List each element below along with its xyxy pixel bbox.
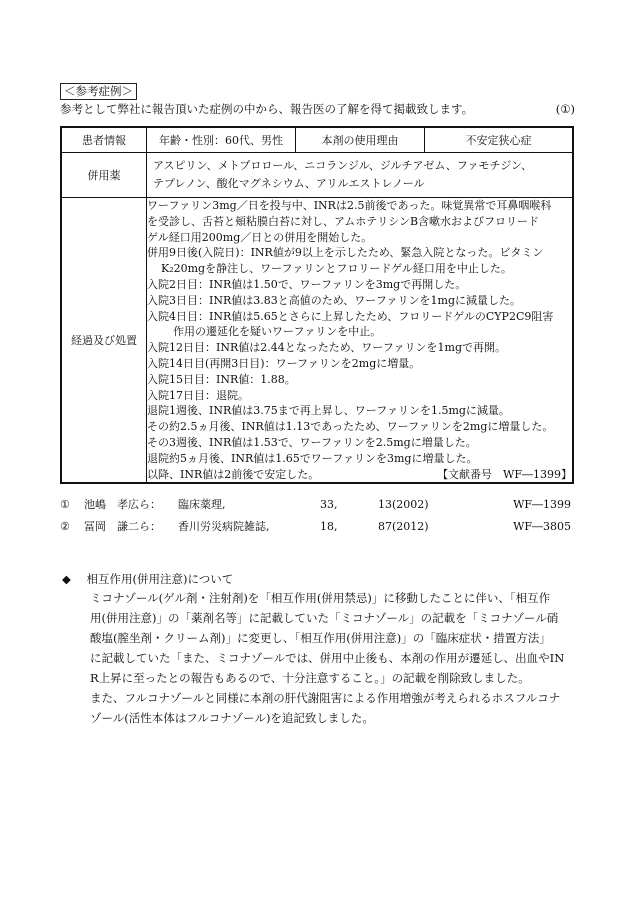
course-line: 退院1週後、INR値は3.75まで再上昇し、ワーファリンを1.5mgに減量。 [147, 404, 510, 418]
age-sex: 年齢・性別：60代、男性 [147, 127, 296, 153]
course-line: ゲル経口用200mg／日との併用を開始した。 [147, 230, 373, 244]
course-line: 以降、INR値は2前後で安定した。 [147, 467, 320, 481]
reference-issue: 87(2012) [378, 520, 429, 533]
course-line: 入院15日目：INR値：1.88。 [147, 372, 296, 386]
reference-journal: 香川労災病院雑誌, [178, 520, 270, 533]
reference-code: WF―3805 [513, 520, 571, 533]
course-row [61, 198, 573, 484]
course-line: ワーファリン3mg／日を投与中、INRは2.5前後であった。味覚異常で耳鼻咽喉科 [147, 199, 552, 212]
concomitant-drugs [147, 153, 574, 198]
concomitant-row [61, 153, 573, 198]
interaction-line: 用(併用注意)」の「薬剤名等」に記載していた「ミコナゾール」の記載を「ミコナゾール硝 [90, 611, 559, 625]
interaction-heading [62, 571, 233, 588]
course-line: 入院12日目：INR値は2.44となったため、ワーファリンを1mgで再開。 [147, 341, 507, 355]
course-line: 退院約5ヵ月後、INR値は1.65でワーファリンを3mgに増量した。 [147, 451, 478, 465]
intro-mark: (①) [555, 102, 575, 116]
course-line: その3週後、INR値は1.53で、ワーファリンを2.5mgに増量した。 [147, 435, 477, 449]
interaction-line: ミコナゾール(ゲル剤・注射剤)を「相互作用(併用禁忌)」に移動したことに伴い、「相互作 [90, 591, 551, 605]
course-label: 経過及び処置 [61, 198, 147, 484]
course-line: K₂20mgを静注し、ワーファリンとフロリードゲル経口用を中止した。 [161, 262, 512, 276]
reference-volume: 33, [320, 498, 338, 511]
case-table [60, 126, 574, 484]
patient-row [61, 127, 573, 153]
course-line: 併用9日後(入院日)：INR値が9以上を示したため、緊急入院となった。ビタミン [147, 246, 544, 260]
interaction-line: また、フルコナゾールと同様に本剤の肝代謝阻害による作用増強が考えられるホスフルコナ [90, 691, 561, 705]
concomitant-line: アスピリン、メトプロロール、ニコランジル、ジルチアゼム、ファモチジン、 [153, 159, 533, 172]
reference-author: 池嶋 孝広ら： [84, 498, 161, 511]
document-reference: 【文献番号 WF―1399】 [437, 467, 572, 481]
section-tag: ＜参考症例＞ [60, 83, 137, 100]
reference-author: 冨岡 謙二ら： [84, 520, 161, 533]
reference-journal: 臨床薬理, [178, 498, 226, 511]
interaction-line: R上昇に至ったとの報告もあるので、十分注意すること。」の記載を削除致しました。 [90, 671, 530, 685]
course-line: を受診し、舌苔と頬粘膜白苔に対し、アムホテリシンB含嗽水およびフロリード [147, 214, 540, 228]
course-line: その約2.5ヵ月後、INR値は1.13であったため、ワーファリンを2mgに増量した。 [147, 420, 554, 434]
course-line: 入院17日目：退院。 [147, 388, 249, 402]
course-line: 入院2日目：INR値は1.50で、ワーファリンを3mgで再開した。 [147, 277, 467, 291]
reference-number: ① [60, 498, 70, 511]
interaction-line: に記載していた「また、ミコナゾールでは、併用中止後も、本剤の作用が遷延し、出血やIN [90, 651, 565, 665]
interaction-title: 相互作用(併用注意)について [86, 572, 234, 586]
reference-list [60, 494, 575, 538]
reference-item [60, 516, 575, 538]
reference-volume: 18, [320, 520, 338, 533]
reference-code: WF―1399 [513, 498, 571, 511]
reference-item [60, 494, 575, 516]
reason-label: 本剤の使用理由 [296, 127, 425, 153]
reason-value: 不安定狭心症 [425, 127, 574, 153]
bullet-diamond-icon: ◆ [62, 572, 71, 586]
course-last-row [147, 467, 572, 483]
reference-number: ② [60, 520, 70, 533]
interaction-body [90, 588, 578, 728]
concomitant-line: テプレノン、酸化マグネシウム、アリルエストレノール [153, 177, 425, 190]
intro-text: 参考として弊社に報告頂いた症例の中から、報告医の了解を得て掲載致します。 [60, 102, 474, 116]
course-text [147, 198, 574, 484]
concomitant-label: 併用薬 [61, 153, 147, 198]
course-line: 作用の遷延化を疑いワーファリンを中止。 [173, 325, 382, 339]
patient-label: 患者情報 [61, 127, 147, 153]
intro-paragraph [60, 101, 575, 117]
interaction-line: ゾール(活性本体はフルコナゾール)を追記致しました。 [90, 711, 374, 725]
course-line: 入院4日目：INR値は5.65とさらに上昇したため、フロリードゲルのCYP2C9阻害 [147, 309, 554, 323]
interaction-line: 酸塩(膣坐剤・クリーム剤)」に変更し、「相互作用(併用注意)」の「臨床症状・措置方法」 [90, 631, 551, 645]
course-line: 入院14日目(再開3日目)：ワーファリンを2mgに増量。 [147, 356, 421, 370]
reference-issue: 13(2002) [378, 498, 429, 511]
course-line: 入院3日目：INR値は3.83と高値のため、ワーファリンを1mgに減量した。 [147, 293, 522, 307]
